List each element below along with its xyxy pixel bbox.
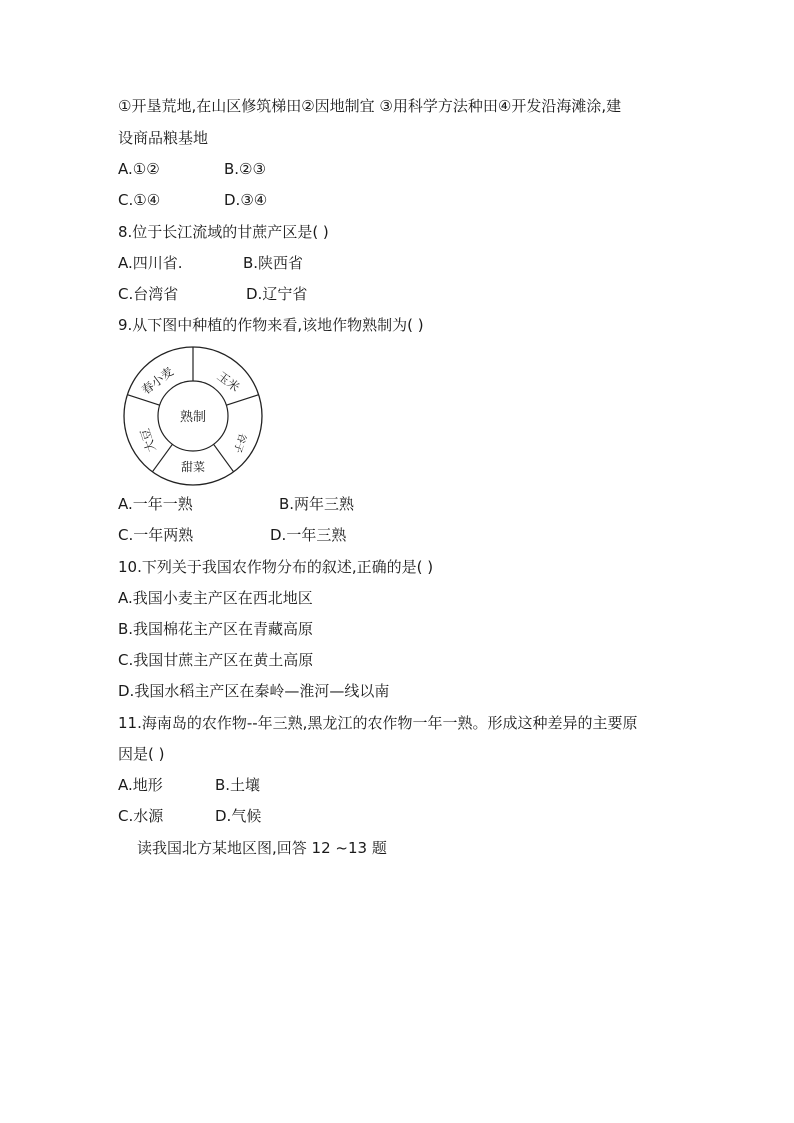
q11-option-c: C.水源 [118, 807, 164, 825]
sector-spring-wheat: 春小麦 [138, 364, 177, 398]
q8-option-a: A.四川省. [118, 254, 183, 272]
q9-option-b: B.两年三熟 [279, 495, 355, 513]
q8-stem: 8.位于长江流域的甘蔗产区是( ) [118, 223, 329, 241]
q8-option-c: C.台湾省 [118, 285, 179, 303]
q10-option-a: A.我国小麦主产区在西北地区 [118, 589, 313, 607]
q7-option-c: C.①④ [118, 191, 161, 209]
q10-option-c: C.我国甘蔗主产区在黄土高原 [118, 651, 314, 669]
q7-option-a: A.①② [118, 160, 160, 178]
q11-option-d: D.气候 [215, 807, 262, 825]
q10-option-b: B.我国棉花主产区在青藏高原 [118, 620, 314, 638]
q10-option-d: D.我国水稻主产区在秦岭—淮河—线以南 [118, 682, 390, 700]
q9-stem: 9.从下图中种植的作物来看,该地作物熟制为( ) [118, 316, 424, 334]
q11-stem-line-2: 因是( ) [118, 745, 165, 763]
sector-millet: 谷子 [231, 431, 248, 454]
sector-corn: 玉米 [214, 368, 243, 395]
crop-rotation-ring-diagram [122, 345, 264, 487]
diagram-center-label: 熟制 [179, 410, 207, 425]
q12-13-intro: 读我国北方某地区图,回答 12 ~13 题 [137, 839, 387, 857]
sector-sugar-beet: 甜菜 [180, 460, 206, 474]
q8-option-d: D.辽宁省 [246, 285, 308, 303]
q8-option-b: B.陕西省 [243, 254, 304, 272]
q9-option-d: D.一年三熟 [270, 526, 347, 544]
q9-option-a: A.一年一熟 [118, 495, 193, 513]
q11-option-a: A.地形 [118, 776, 163, 794]
q11-option-b: B.土壤 [215, 776, 261, 794]
q7-option-b: B.②③ [224, 160, 266, 178]
sector-soybean: 大豆 [137, 426, 159, 454]
q7-stem-line-1: ①开垦荒地,在山区修筑梯田②因地制宜 ③用科学方法种田④开发沿海滩涂,建 [118, 97, 622, 115]
q10-stem: 10.下列关于我国农作物分布的叙述,正确的是( ) [118, 558, 434, 576]
q9-option-c: C.一年两熟 [118, 526, 194, 544]
q7-stem-line-2: 设商品粮基地 [118, 129, 209, 147]
q7-option-d: D.③④ [224, 191, 268, 209]
q11-stem-line-1: 11.海南岛的农作物--年三熟,黑龙江的农作物一年一熟。形成这种差异的主要原 [118, 714, 638, 732]
